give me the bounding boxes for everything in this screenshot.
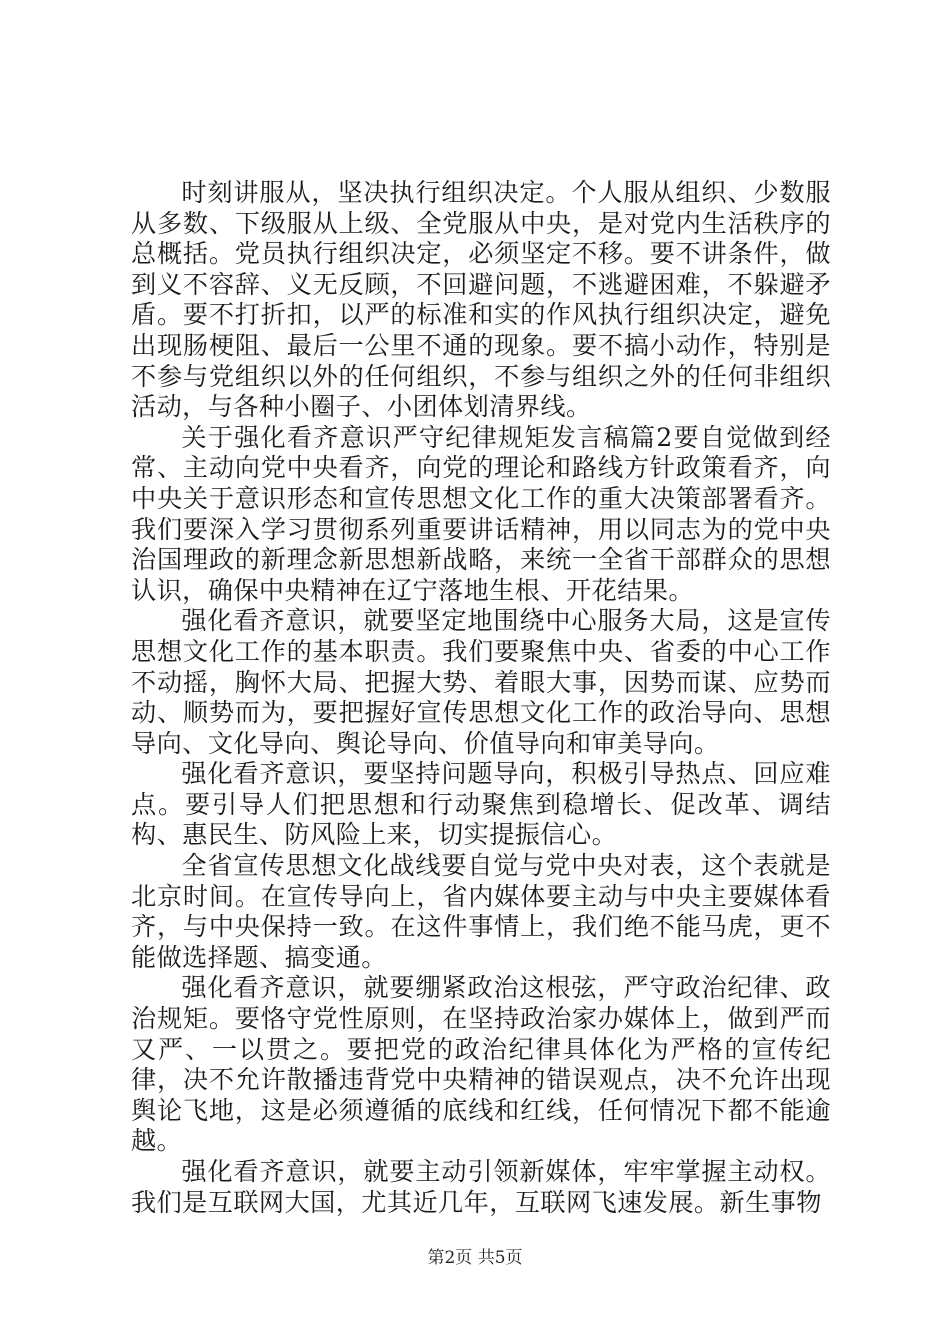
paragraph-6: 强化看齐意识，就要绷紧政治这根弦，严守政治纪律、政治规矩。要恪守党性原则，在坚持政治家办媒体上，做到严而又严、一以贯之。要把党的政治纪律具体化为严格的宣传纪律，决不允许散播违背党中央精神的错误观点，决不允许出现舆论飞地，这是必须遵循的底线和红线，任何情况下都不能逾越。 <box>131 973 831 1156</box>
paragraph-1: 时刻讲服从，坚决执行组织决定。个人服从组织、少数服从多数、下级服从上级、全党服从中央，是对党内生活秩序的总概括。党员执行组织决定，必须坚定不移。要不讲条件，做到义不容辞、义无反顾，不回避问题，不逃避困难，不躲避矛盾。要不打折扣，以严的标准和实的作风执行组织决定，避免出现肠梗阻、最后一公里不通的现象。要不搞小动作，特别是不参与党组织以外的任何组织，不参与组织之外的任何非组织活动，与各种小圈子、小团体划清界线。 <box>131 178 831 422</box>
paragraph-3: 强化看齐意识，就要坚定地围绕中心服务大局，这是宣传思想文化工作的基本职责。我们要聚焦中央、省委的中心工作不动摇，胸怀大局、把握大势、着眼大事，因势而谋、应势而动、顺势而为，要把握好宣传思想文化工作的政治导向、思想导向、文化导向、舆论导向、价值导向和审美导向。 <box>131 606 831 758</box>
page-number-label: 第2页 共5页 <box>427 1248 523 1268</box>
paragraph-5: 全省宣传思想文化战线要自觉与党中央对表，这个表就是北京时间。在宣传导向上，省内媒体要主动与中央主要媒体看齐，与中央保持一致。在这件事情上，我们绝不能马虎，更不能做选择题、搞变通。 <box>131 851 831 972</box>
paragraph-2: 关于强化看齐意识严守纪律规矩发言稿篇2要自觉做到经常、主动向党中央看齐，向党的理论和路线方针政策看齐，向中央关于意识形态和宣传思想文化工作的重大决策部署看齐。我们要深入学习贯彻系列重要讲话精神，用以同志为的党中央治国理政的新理念新思想新战略，来统一全省干部群众的思想认识，确保中央精神在辽宁落地生根、开花结果。 <box>131 422 831 605</box>
paragraph-4: 强化看齐意识，要坚持问题导向，积极引导热点、回应难点。要引导人们把思想和行动聚焦到稳增长、促改革、调结构、惠民生、防风险上来，切实提振信心。 <box>131 759 831 850</box>
paragraph-7: 强化看齐意识，就要主动引领新媒体，牢牢掌握主动权。我们是互联网大国，尤其近几年，互联网飞速发展。新生事物 <box>131 1157 831 1217</box>
page-footer <box>0 1247 950 1269</box>
document-body <box>131 178 831 1218</box>
